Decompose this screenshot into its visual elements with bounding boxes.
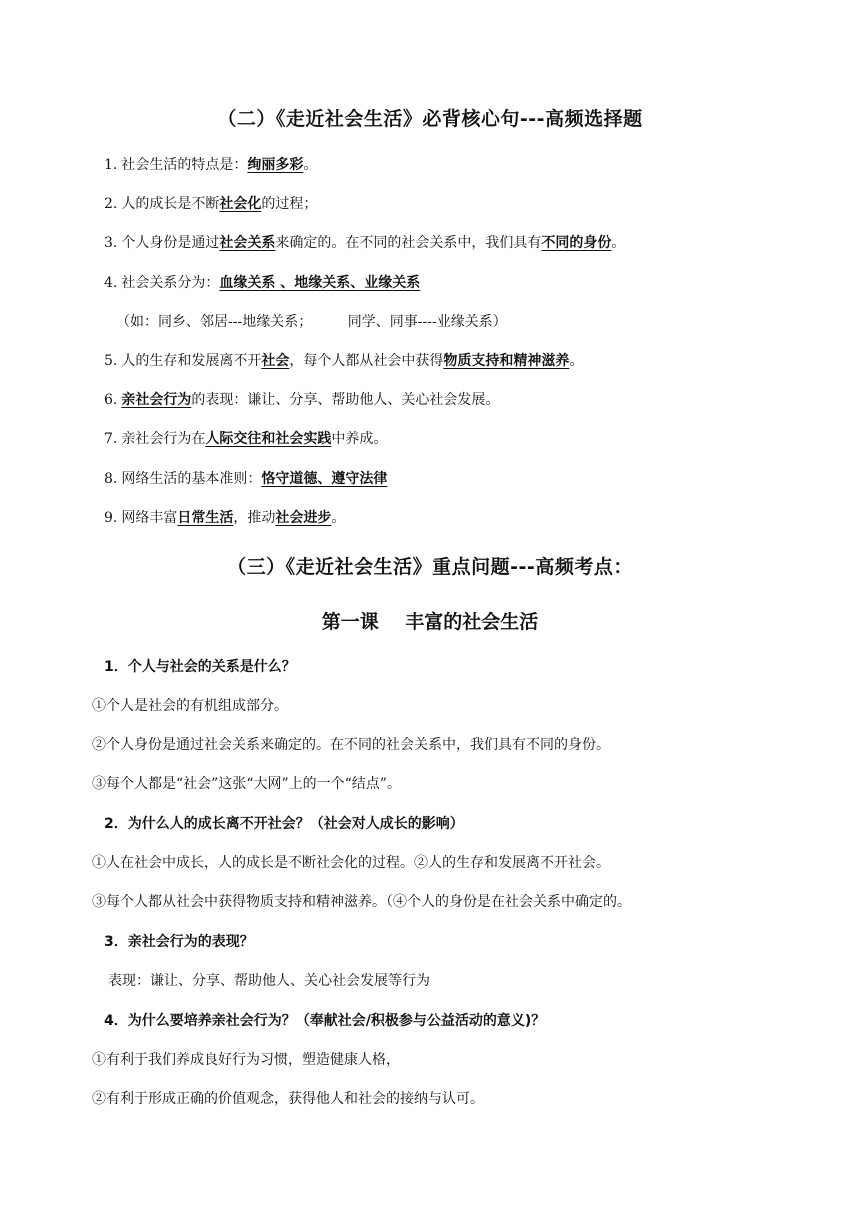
item-text: 。	[331, 510, 346, 526]
answer-line: ③每个人都从社会中获得物质支持和精神滋养。（④个人的身份是在社会关系中确定的。	[92, 894, 631, 910]
section3-title: （三）《走近社会生活》重点问题---高频考点：	[227, 556, 633, 578]
item-text: 的过程；	[261, 196, 318, 212]
item-text: 。	[303, 157, 318, 173]
item-number: 1.	[104, 157, 118, 173]
list-item	[104, 351, 583, 371]
key-term: 社会进步	[275, 510, 332, 526]
key-term: 物质支持和精神滋养	[443, 353, 570, 369]
answer-line: ③每个人都是“社会”这张“大网”上的一个“结点”。	[92, 776, 401, 792]
key-term: 社会关系	[219, 235, 276, 251]
lesson-title: 第一课 丰富的社会生活	[321, 611, 539, 633]
item-text: 网络生活的基本准则：	[121, 471, 262, 487]
list-item	[104, 194, 317, 214]
key-term: 日常生活	[177, 510, 234, 526]
answer-line: ①人在社会中成长，人的成长是不断社会化的过程。②人的生存和发展离不开社会。	[92, 855, 610, 871]
item-number: 3.	[104, 235, 118, 251]
item-text: 来确定的。在不同的社会关系中，我们具有	[275, 235, 542, 251]
question-heading: 4．为什么要培养亲社会行为？（奉献社会/积极参与公益活动的意义)？	[104, 1013, 546, 1029]
key-term: 社会	[261, 353, 290, 369]
key-term: 社会化	[219, 196, 262, 212]
list-item	[104, 390, 499, 410]
key-term: 亲社会行为	[121, 392, 192, 408]
answer-line: 表现：谦让、分享、帮助他人、关心社会发展等行为	[108, 973, 430, 989]
item-text: 个人身份是通过	[121, 235, 220, 251]
key-term: 不同的身份	[541, 235, 612, 251]
item-text: ，推动	[233, 510, 276, 526]
key-term: 恪守道德、遵守法律	[261, 471, 388, 487]
item-text: 社会关系分为：	[121, 275, 220, 291]
example-note: （如：同乡、邻居---地缘关系； 同学、同事----业缘关系）	[116, 314, 507, 330]
answer-line: ①个人是社会的有机组成部分。	[92, 698, 288, 714]
key-term: 人际交往和社会实践	[205, 431, 332, 447]
question-heading: 2．为什么人的成长离不开社会？（社会对人成长的影响）	[104, 816, 464, 832]
item-text: 人的成长是不断	[121, 196, 220, 212]
item-number: 2.	[104, 196, 118, 212]
item-text: 的表现：谦让、分享、帮助他人、关心社会发展。	[191, 392, 500, 408]
list-item	[104, 508, 345, 528]
answer-line: ①有利于我们养成良好行为习惯，塑造健康人格，	[92, 1052, 400, 1068]
answer-line: ②个人身份是通过社会关系来确定的。在不同的社会关系中，我们具有不同的身份。	[92, 737, 610, 753]
item-text: 网络丰富	[121, 510, 178, 526]
item-number: 8.	[104, 471, 118, 487]
item-number: 9.	[104, 510, 118, 526]
key-term: 血缘关系 、地缘关系、业缘关系	[219, 275, 421, 291]
key-term: 绚丽多彩	[247, 157, 304, 173]
list-item	[104, 155, 317, 175]
item-number: 5.	[104, 353, 118, 369]
list-item	[104, 273, 420, 293]
question-heading: 3．亲社会行为的表现？	[104, 934, 254, 950]
list-item	[104, 429, 387, 449]
item-text: 中养成。	[331, 431, 388, 447]
question-heading: 1．个人与社会的关系是什么？	[104, 659, 296, 675]
item-text: 人的生存和发展离不开	[121, 353, 262, 369]
item-text: 。	[611, 235, 626, 251]
item-number: 7.	[104, 431, 118, 447]
item-text: ，每个人都从社会中获得	[289, 353, 444, 369]
answer-line: ②有利于形成正确的价值观念，获得他人和社会的接纳与认可。	[92, 1091, 484, 1107]
item-number: 4.	[104, 275, 118, 291]
item-text: 。	[569, 353, 584, 369]
item-text: 亲社会行为在	[121, 431, 206, 447]
item-text: 社会生活的特点是：	[121, 157, 248, 173]
list-item	[104, 469, 387, 489]
section2-title: （二）《走近社会生活》必背核心句---高频选择题	[217, 108, 643, 130]
item-number: 6.	[104, 392, 118, 408]
list-item	[104, 233, 625, 253]
